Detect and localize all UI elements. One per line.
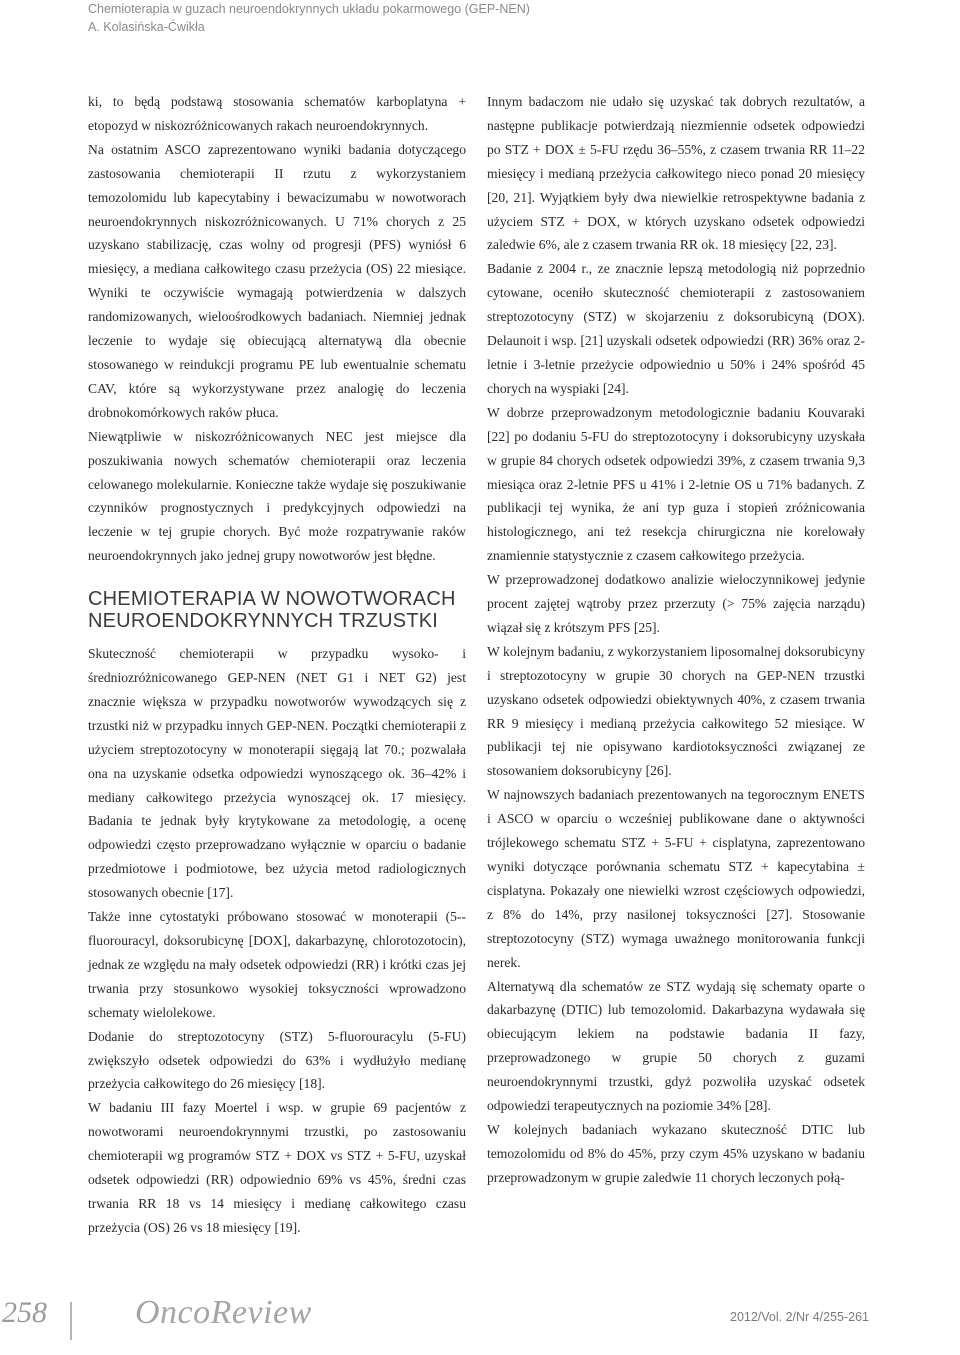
paragraph: W dobrze przeprowadzonym metodologicznie badaniu Kouvaraki [22] po dodaniu 5-FU do streptozotocyny i doksorubicyny uzyskała w grupie 84 chorych odsetek odpowiedzi 39%, z czasem trwania 9,3 miesiąca oraz 2-letnie PFS u 41% i 2-letnie OS u 71% badanych. Z publikacji tej wynika, że ani typ guza i stopień zróżnicowania histologicznego, ani też resekcja chirurgiczna nie korelowały znamiennie statystycznie z czasem całkowitego przeżycia. xyxy=(487,404,865,564)
paragraph: W przeprowadzonej dodatkowo analizie wieloczynnikowej jedynie procent zajętej wątroby przez przerzuty (> 75% zajęcia narządu) wiązał się z krótszym PFS [25]. xyxy=(487,572,865,635)
section-heading: CHEMIOTERAPIA W NOWOTWORACH NEUROENDOKRYNNYCH TRZUSTKI xyxy=(88,588,456,633)
paragraph: W najnowszych badaniach prezentowanych na tegorocznym ENETS i ASCO w oparciu o wcześniej publikowane dane o aktywności trójlekowego schematu STZ + 5-FU + cisplatyna, zaprezentowano wyniki dotyczące porównania schematu STZ + kapecytabina ± cisplatyna. Pokazały one niewielki wzrost częściowych odpowiedzi, z 8% do 14%, przy nasilonej toksyczności [27]. Stosowanie streptozotocyny (STZ) wymaga uważnego monitorowania funkcji nerek. xyxy=(487,787,865,970)
paragraph: Także inne cytostatyki próbowano stosować w monoterapii (5--fluorouracyl, doksorubicynę [DOX], dakarbazynę, chlorotozotocin), jednak ze względu na mały odsetek odpowiedzi (RR) i krótki czas jej trwania przy stosunkowo wysokiej toksyczności wprowadzono schematy wielolekowe. xyxy=(88,909,466,1020)
paragraph: Alternatywą dla schematów ze STZ wydają się schematy oparte o dakarbazynę (DTIC) lub temozolomid. Dakarbazyna wydawała się obiecującym lekiem na podstawie badania II fazy, przeprowadzonego w grupie 50 chorych z guzami neuroendokrynnymi trzustki, gdyż pozwoliła uzyskać odsetek odpowiedzi terapeutycznych na poziomie 34% [28]. xyxy=(487,978,865,1114)
running-header-author: A. Kolasińska-Ćwikła xyxy=(88,20,205,34)
paragraph: Na ostatnim ASCO zaprezentowano wyniki badania dotyczącego zastosowania chemioterapii II rzutu z wykorzystaniem temozolomidu lub kapecytabiny i bewacizumabu w nowotworach neuroendokrynnych niskozróżnicowanych. U 71% chorych z 25 uzyskano stabilizację, czas wolny od progresji (PFS) wyniósł 6 miesięcy, a mediana całkowitego czasu przeżycia (OS) 22 miesiące. Wyniki te oczywiście wymagają potwierdzenia w dalszych randomizowanych, wieloośrodkowych badaniach. Niemniej jednak leczenie to wydaje się obiecującą alternatywą dla obecnie stosowanego w reindukcji programu PE lub ewentualnie schematu CAV, które są wykorzystywane przez analogię do leczenia drobnokomórkowych raków płuca. xyxy=(88,141,466,420)
page-number: 258 xyxy=(2,1296,47,1329)
paragraph: Niewątpliwie w niskozróżnicowanych NEC jest miejsce dla poszukiwania nowych schematów chemioterapii oraz leczenia celowanego molekularnie. Konieczne także wydaje się poszukiwanie czynników prognostycznych i predykcyjnych odpowiedzi na leczenie w tej grupie chorych. Być może rozpatrywanie raków neuroendokrynnych jako jednej grupy nowotworów jest błędne. xyxy=(88,428,466,564)
paragraph: Skuteczność chemioterapii w przypadku wysoko- i średniozróżnicowanego GEP-NEN (NET G1 i NET G2) jest znacznie większa w przypadku nowotworów wywodzących się z trzustki niż w przypadku innych GEP-NEN. Początki chemioterapii z użyciem streptozotocyny w monoterapii sięgają lat 70.; pozwalała ona na uzyskanie odsetka odpowiedzi wynoszącego ok. 36–42% i mediany całkowitego przeżycia wynoszącej ok. 17 miesięcy. Badania te jednak były krytykowane za metodologię, a ocenę odpowiedzi często przeprowadzano wyłącznie w oparciu o badanie przedmiotowe i podmiotowe, bez użycia metod radiologicznych stosowanych obecnie [17]. xyxy=(88,646,466,901)
paragraph: W kolejnych badaniach wykazano skuteczność DTIC lub temozolomidu od 8% do 45%, przy czym 45% uzyskano w badaniu przeprowadzonym w grupie zaledwie 11 chorych leczonych połą- xyxy=(487,1121,865,1185)
paragraph: W badaniu III fazy Moertel i wsp. w grupie 69 pacjentów z nowotworami neuroendokrynnymi trzustki, po zastosowaniu chemioterapii wg programów STZ + DOX vs STZ + 5-FU, uzyskał odsetek odpowiedzi (RR) odpowiednio 69% vs 45%, średni czas trwania RR 18 vs 14 miesięcy i medianę całkowitego czasu przeżycia (OS) 26 vs 18 miesięcy [19]. xyxy=(88,1100,466,1235)
running-header-title: Chemioterapia w guzach neuroendokrynnych układu pokarmowego (GEP-NEN) xyxy=(88,2,530,16)
right-column xyxy=(487,90,865,1190)
footer-divider xyxy=(70,1302,72,1340)
paragraph: Badanie z 2004 r., ze znacznie lepszą metodologią niż poprzednio cytowane, oceniło skuteczność chemioterapii z zastosowaniem streptozotocyny (STZ) w skojarzeniu z doksorubicyną (DOX). Delaunoit i wsp. [21] uzyskali odsetek odpowiedzi (RR) 36% oraz 2-letnie i 3-letnie przeżycie odpowiednio u 50% i 24% spośród 45 chorych na wyspiaki [24]. xyxy=(487,261,865,396)
paragraph: ki, to będą podstawą stosowania schematów karboplatyna + etopozyd w niskozróżnicowanych rakach neuroendokrynnych. xyxy=(88,94,466,133)
running-header xyxy=(88,0,530,36)
journal-logo: OncoReview xyxy=(135,1294,312,1331)
paragraph: W kolejnym badaniu, z wykorzystaniem liposomalnej doksorubicyny i streptozotocyny w grupie 30 chorych na GEP-NEN trzustki uzyskano odsetek odpowiedzi obiektywnych 40%, z czasem trwania RR 9 miesięcy i medianą przeżycia całkowitego 52 miesiące. W publikacji tej nie opisywano kardiotoksyczności związanej ze stosowaniem doksorubicyny [26]. xyxy=(487,643,865,779)
paragraph: Dodanie do streptozotocyny (STZ) 5-fluorouracylu (5-FU) zwiększyło odsetek odpowiedzi do 63% i wydłużyło medianę przeżycia całkowitego do 26 miesięcy [18]. xyxy=(88,1028,466,1092)
page-footer xyxy=(0,1288,960,1338)
paragraph: Innym badaczom nie udało się uzyskać tak dobrych rezultatów, a następne publikacje potwierdzają niezmiennie odsetek odpowiedzi po STZ + DOX ± 5-FU rzędu 36–55%, z czasem trwania RR 11–22 miesięcy i medianą przeżycia całkowitego nieco ponad 20 miesięcy [20, 21]. Wyjątkiem były dwa niewielkie retrospektywne badania z użyciem STZ + DOX, w których uzyskano odsetek odpowiedzi zaledwie 6%, ale z czasem trwania RR ok. 18 miesięcy [22, 23]. xyxy=(487,94,865,253)
left-column xyxy=(88,90,466,1240)
issue-info: 2012/Vol. 2/Nr 4/255-261 xyxy=(730,1310,869,1324)
